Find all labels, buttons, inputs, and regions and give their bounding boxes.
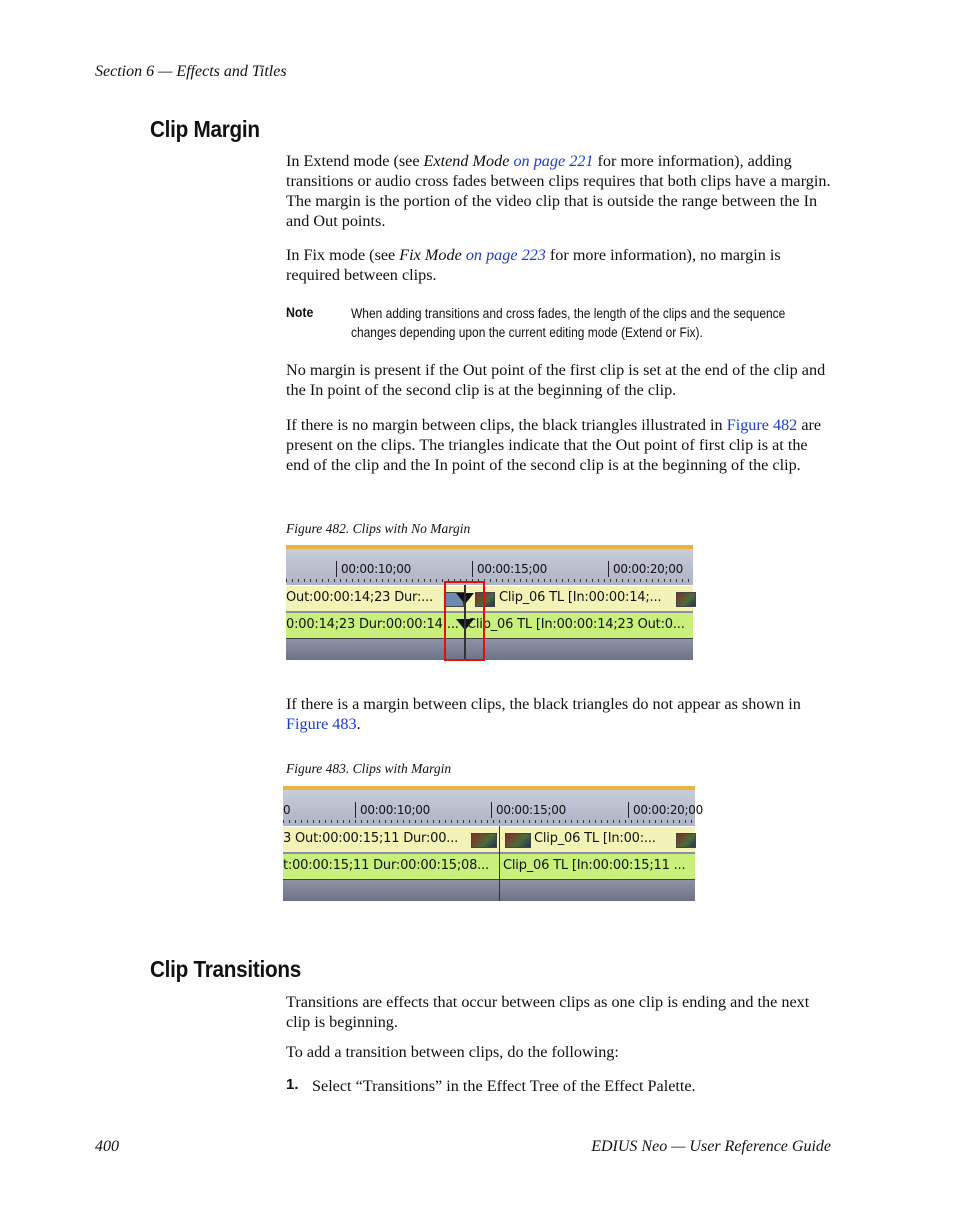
fix-mode-term: Fix Mode <box>399 246 462 264</box>
timeline-ruler <box>286 549 693 585</box>
timecode-label: 00:00:20;00 <box>628 802 703 818</box>
timecode-label: 00:00:15;00 <box>491 802 566 818</box>
footer-guide-title: EDIUS Neo — User Reference Guide <box>591 1138 831 1155</box>
heading-clip-transitions: Clip Transitions <box>150 956 301 982</box>
video-track[interactable] <box>283 826 695 853</box>
link-page-221[interactable]: on page 221 <box>513 152 594 170</box>
heading-clip-margin: Clip Margin <box>150 116 260 142</box>
clip-label-right: Clip_06 TL [In:00:00:14;23 Out:0... <box>467 617 685 632</box>
timecode-label: 00:00:15;00 <box>472 561 547 577</box>
highlight-box <box>444 581 485 661</box>
audio-track[interactable] <box>286 613 693 638</box>
clip-thumbnail <box>471 833 497 848</box>
text: In Fix mode (see <box>286 246 400 264</box>
timeline-bottom <box>283 879 695 901</box>
clip-label-left: 0:00:14;23 Dur:00:00:14;... <box>286 617 459 632</box>
paragraph-with-margin <box>286 694 831 734</box>
paragraph-black-triangles <box>286 415 831 475</box>
page-number: 400 <box>95 1138 119 1155</box>
text: . <box>356 715 361 733</box>
clip-label-right: Clip_06 TL [In:00:00:15;11 ... <box>503 858 686 873</box>
text: for more information), adding transitions or audio cross fades between clips requires that both clips have a margin. The margin is the portion of the video clip that is outside the range between the In and Out points. <box>286 152 831 230</box>
text: for more information), no margin is required between clips. <box>286 246 781 284</box>
link-figure-482[interactable]: Figure 482 <box>726 416 798 434</box>
figure-483-caption: Figure 483. Clips with Margin <box>286 761 452 776</box>
timecode-label: 0 <box>283 803 291 817</box>
text: If there is a margin between clips, the black triangles do not appear as shown in <box>286 695 801 713</box>
video-track[interactable] <box>286 585 693 612</box>
link-page-223[interactable]: on page 223 <box>465 246 546 264</box>
clip-thumbnail <box>676 833 696 848</box>
timeline-bottom <box>286 638 693 660</box>
running-header: Section 6 — Effects and Titles <box>95 63 287 80</box>
text: In Extend mode (see <box>286 152 424 170</box>
link-figure-483[interactable]: Figure 483 <box>286 715 357 733</box>
clip-label-left: Out:00:00:14;23 Dur:... <box>286 590 433 605</box>
paragraph-extend-mode <box>286 151 831 231</box>
text: are present on the clips. The triangles indicate that the Out point of first clip is at the end of the clip and the In point of the second clip is at the beginning of the clip. <box>286 416 822 474</box>
timecode-label: 00:00:20;00 <box>608 561 683 577</box>
figure-483-timeline <box>283 786 703 901</box>
extend-mode-term: Extend Mode <box>423 152 510 170</box>
note-label: Note <box>286 304 314 320</box>
clip-label-right: Clip_06 TL [In:00:00:14;... <box>499 590 662 605</box>
paragraph-no-margin: No margin is present if the Out point of the first clip is set at the end of the clip and the In point of the second clip is at the beginning of the clip. <box>286 361 826 399</box>
step-number: 1. <box>286 1076 299 1093</box>
figure-482-caption: Figure 482. Clips with No Margin <box>286 521 471 536</box>
clip-thumbnail <box>505 833 531 848</box>
timecode-label: 00:00:10;00 <box>336 561 411 577</box>
ruler-ticks <box>283 820 695 823</box>
ruler-ticks <box>286 579 693 582</box>
timeline-ruler <box>283 790 703 826</box>
figure-482-timeline <box>286 545 693 660</box>
audio-track[interactable] <box>283 854 695 879</box>
timecode-label: 00:00:10;00 <box>355 802 430 818</box>
clip-label-left: t:00:00:15;11 Dur:00:00:15;08... <box>283 858 489 873</box>
paragraph-fix-mode <box>286 245 831 285</box>
note-text: When adding transitions and cross fades, the length of the clips and the sequence changes depending upon the current editing mode (Extend or Fix). <box>351 306 786 340</box>
clip-thumbnail <box>676 592 696 607</box>
paragraph-transitions-intro: Transitions are effects that occur between clips as one clip is ending and the next clip is beginning. <box>286 993 810 1031</box>
step-text: Select “Transitions” in the Effect Tree of the Effect Palette. <box>312 1077 696 1095</box>
paragraph-add-transition: To add a transition between clips, do the following: <box>286 1043 619 1061</box>
clip-boundary <box>499 826 500 901</box>
text: If there is no margin between clips, the black triangles illustrated in <box>286 416 727 434</box>
clip-label-left: 3 Out:00:00:15;11 Dur:00... <box>283 831 459 846</box>
clip-label-right: Clip_06 TL [In:00:... <box>534 831 656 846</box>
